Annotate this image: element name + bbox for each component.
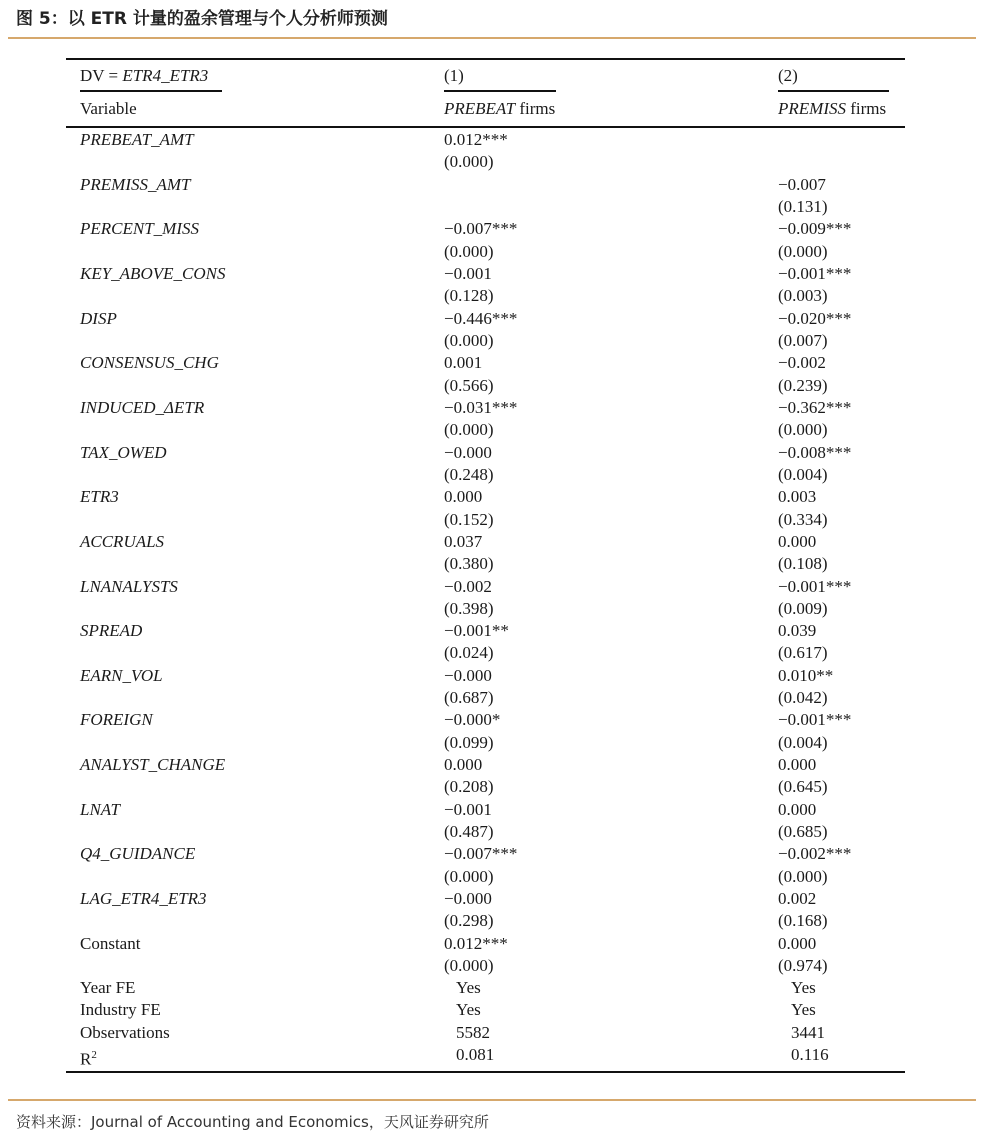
variable-name: SPREAD <box>80 621 143 640</box>
coefficient-col1: 0.037 <box>444 532 483 551</box>
p-value-col2: (0.009) <box>778 599 828 618</box>
coefficient-col1: −0.031*** <box>444 398 518 417</box>
p-value-col1: (0.248) <box>444 465 494 484</box>
variable-name: PREMISS_AMT <box>80 175 191 194</box>
footer-label-text: Observations <box>80 1023 170 1042</box>
variable-name: LNANALYSTS <box>80 577 178 596</box>
coefficient-col1: −0.000 <box>444 889 492 908</box>
footer-value-col2: 0.116 <box>791 1045 829 1064</box>
p-value-col2: (0.000) <box>778 420 828 439</box>
footer-label <box>80 999 161 1021</box>
p-value-col2: (0.007) <box>778 331 828 350</box>
variable-header: Variable <box>80 99 137 118</box>
column-2-subset-name: PREMISS <box>778 99 846 118</box>
column-2-subset-suffix: firms <box>845 99 887 118</box>
coefficient-col2: 0.000 <box>778 755 817 774</box>
p-value-col1: (0.000) <box>444 956 494 975</box>
coefficient-col2: 0.003 <box>778 487 817 506</box>
coefficient-col1: −0.000 <box>444 666 492 685</box>
coefficient-col1: 0.001 <box>444 353 483 372</box>
column-1-subset-suffix: firms <box>515 99 556 118</box>
coefficient-col1: −0.000 <box>444 443 492 462</box>
variable-name: DISP <box>80 309 117 328</box>
coefficient-col1: −0.001** <box>444 621 509 640</box>
p-value-col1: (0.487) <box>444 822 494 841</box>
superscript: 2 <box>91 1049 97 1061</box>
p-value-col2: (0.004) <box>778 733 828 752</box>
footer-label <box>80 1022 170 1044</box>
p-value-col2: (0.685) <box>778 822 828 841</box>
coefficient-col1: −0.000* <box>444 710 501 729</box>
p-value-col1: (0.398) <box>444 599 494 618</box>
p-value-col1: (0.152) <box>444 510 494 529</box>
variable-name: PERCENT_MISS <box>80 219 199 238</box>
variable-name: KEY_ABOVE_CONS <box>80 264 226 283</box>
coefficient-col1: −0.007*** <box>444 844 518 863</box>
p-value-col2: (0.645) <box>778 777 828 796</box>
footer-label-text: R <box>80 1049 92 1069</box>
p-value-col2: (0.000) <box>778 242 828 261</box>
p-value-col2: (0.131) <box>778 197 828 216</box>
coefficient-col2: −0.020*** <box>778 309 852 328</box>
p-value-col1: (0.099) <box>444 733 494 752</box>
coefficient-col2: 0.010** <box>778 666 834 685</box>
coefficient-col2: −0.001*** <box>778 577 852 596</box>
source-divider <box>8 1099 976 1101</box>
p-value-col1: (0.208) <box>444 777 494 796</box>
p-value-col2: (0.108) <box>778 554 828 573</box>
dv-value: ETR4_ETR3 <box>122 66 209 85</box>
variable-name: FOREIGN <box>80 710 153 729</box>
footer-value-col2: Yes <box>791 978 816 997</box>
coefficient-col2: −0.001*** <box>778 710 852 729</box>
p-value-col1: (0.000) <box>444 867 494 886</box>
variable-name: INDUCED_ΔETR <box>80 398 205 417</box>
column-1-subset-name: PREBEAT <box>444 99 516 118</box>
p-value-col1: (0.298) <box>444 911 494 930</box>
p-value-col1: (0.128) <box>444 286 494 305</box>
footer-label <box>80 977 135 999</box>
p-value-col2: (0.617) <box>778 643 828 662</box>
coefficient-col2: −0.007 <box>778 175 826 194</box>
variable-name: PREBEAT_AMT <box>80 130 194 149</box>
coefficient-col1: 0.012*** <box>444 130 508 149</box>
p-value-col1: (0.024) <box>444 643 494 662</box>
coefficient-col1: −0.007*** <box>444 219 518 238</box>
footer-label <box>80 1044 97 1071</box>
p-value-col2: (0.334) <box>778 510 828 529</box>
coefficient-col1: −0.002 <box>444 577 492 596</box>
coefficient-col2: 0.000 <box>778 934 817 953</box>
p-value-col1: (0.000) <box>444 152 494 171</box>
coefficient-col1: 0.012*** <box>444 934 508 953</box>
p-value-col1: (0.000) <box>444 242 494 261</box>
footer-value-col1: Yes <box>456 978 481 997</box>
coefficient-col2: −0.008*** <box>778 443 852 462</box>
footer-value-col1: 0.081 <box>456 1045 495 1064</box>
variable-name: ACCRUALS <box>80 532 165 551</box>
variable-name: ANALYST_CHANGE <box>80 755 226 774</box>
p-value-col2: (0.168) <box>778 911 828 930</box>
variable-name: ETR3 <box>80 487 119 506</box>
coefficient-col2: −0.001*** <box>778 264 852 283</box>
variable-name: TAX_OWED <box>80 443 167 462</box>
source-note: 资料来源：Journal of Accounting and Economics，天风证券研究所 <box>16 1113 489 1131</box>
p-value-col1: (0.380) <box>444 554 494 573</box>
footer-value-col2: Yes <box>791 1000 816 1019</box>
p-value-col2: (0.042) <box>778 688 828 707</box>
variable-name: LAG_ETR4_ETR3 <box>80 889 207 908</box>
p-value-col2: (0.004) <box>778 465 828 484</box>
variable-name: Constant <box>80 934 141 953</box>
coefficient-col1: 0.000 <box>444 755 483 774</box>
footer-label-text: Industry FE <box>80 1000 161 1019</box>
footer-value-col1: Yes <box>456 1000 481 1019</box>
figure-title: 图 5：以 ETR 计量的盈余管理与个人分析师预测 <box>16 9 388 29</box>
footer-value-col1: 5582 <box>456 1023 490 1042</box>
p-value-col2: (0.974) <box>778 956 828 975</box>
p-value-col1: (0.000) <box>444 331 494 350</box>
p-value-col1: (0.000) <box>444 420 494 439</box>
coefficient-col1: −0.001 <box>444 264 492 283</box>
p-value-col1: (0.687) <box>444 688 494 707</box>
coefficient-col1: −0.001 <box>444 800 492 819</box>
coefficient-col2: 0.000 <box>778 800 817 819</box>
coefficient-col2: −0.002 <box>778 353 826 372</box>
column-2-number: (2) <box>778 66 798 85</box>
coefficient-col2: −0.362*** <box>778 398 852 417</box>
coefficient-col2: 0.002 <box>778 889 817 908</box>
coefficient-col1: −0.446*** <box>444 309 518 328</box>
variable-name: EARN_VOL <box>80 666 163 685</box>
dv-label: DV = <box>80 66 123 85</box>
p-value-col2: (0.003) <box>778 286 828 305</box>
variable-name: CONSENSUS_CHG <box>80 353 219 372</box>
column-1-number: (1) <box>444 66 464 85</box>
variable-name: LNAT <box>80 800 121 819</box>
coefficient-col2: −0.002*** <box>778 844 852 863</box>
p-value-col2: (0.000) <box>778 867 828 886</box>
footer-label-text: Year FE <box>80 978 136 997</box>
footer-value-col2: 3441 <box>791 1023 825 1042</box>
p-value-col1: (0.566) <box>444 376 494 395</box>
coefficient-col2: −0.009*** <box>778 219 852 238</box>
p-value-col2: (0.239) <box>778 376 828 395</box>
coefficient-col2: 0.039 <box>778 621 817 640</box>
coefficient-col1: 0.000 <box>444 487 483 506</box>
coefficient-col2: 0.000 <box>778 532 817 551</box>
variable-name: Q4_GUIDANCE <box>80 844 196 863</box>
